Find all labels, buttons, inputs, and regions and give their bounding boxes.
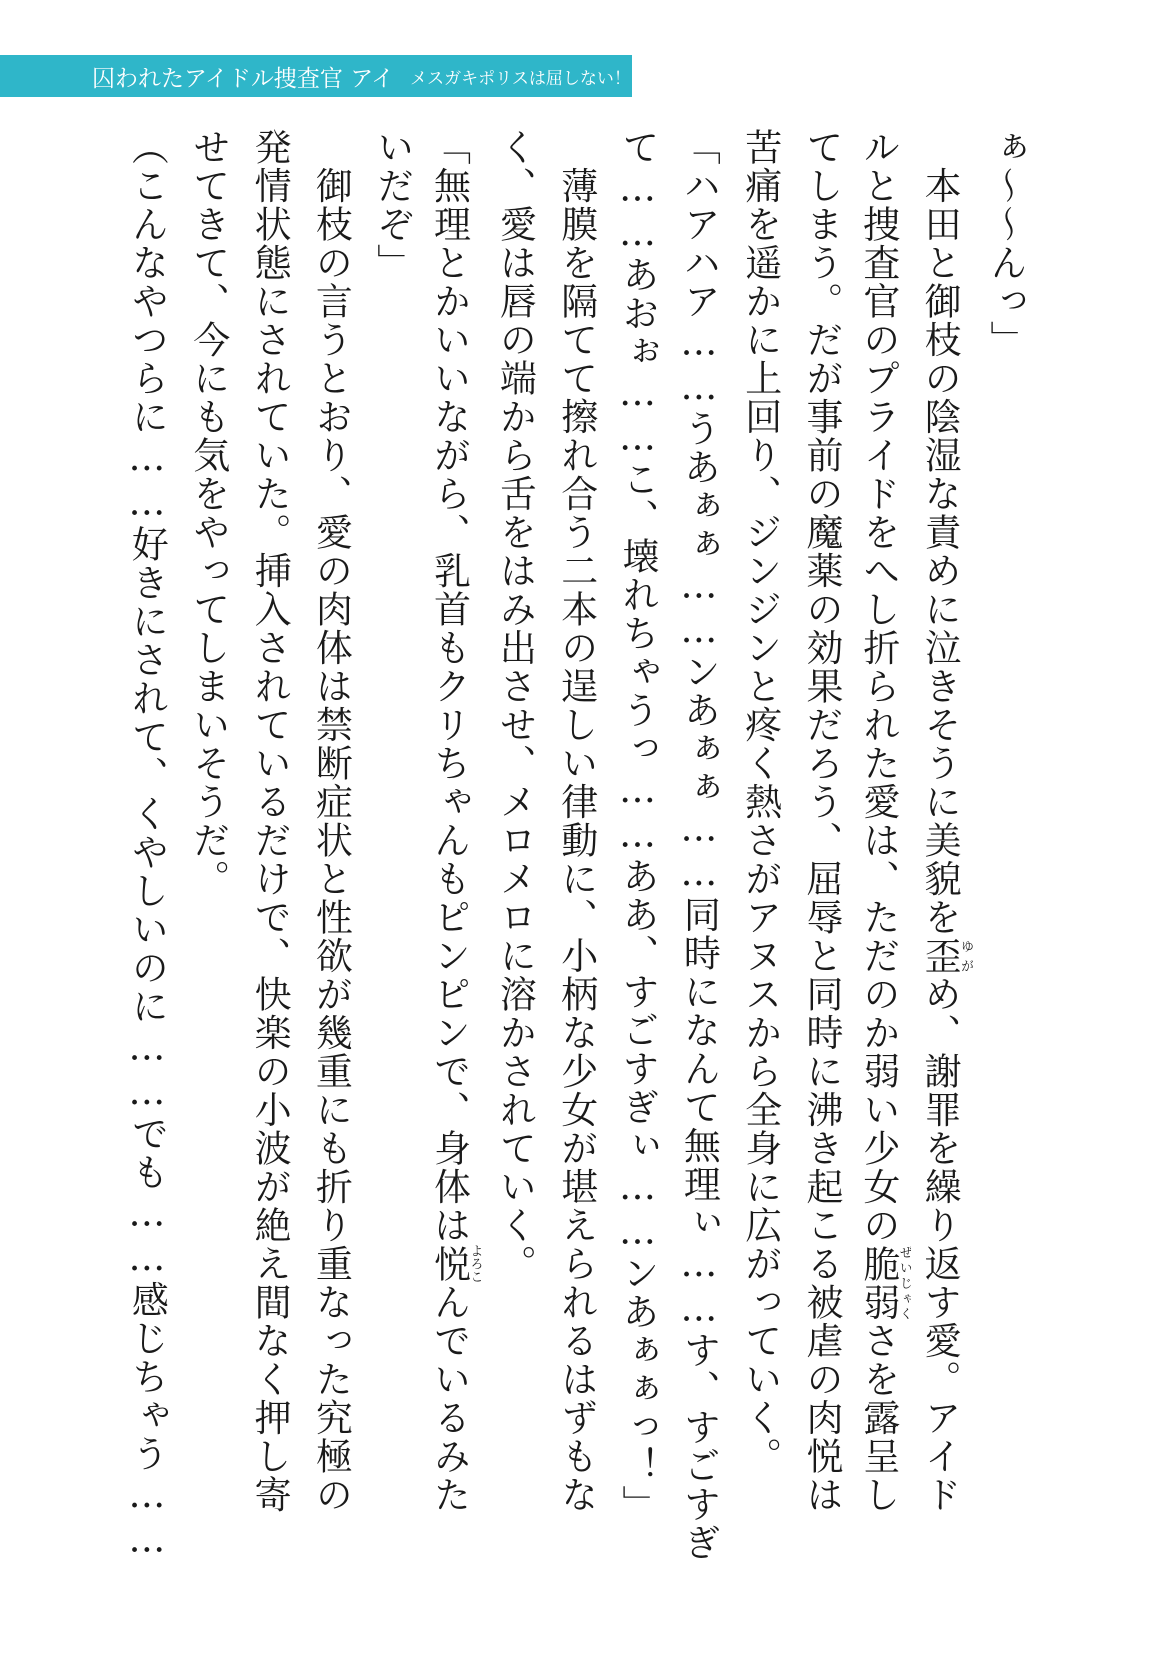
text-line: いだぞ」: [370, 128, 414, 282]
text-line: ルと捜査官のプライドをへし折られた愛は、ただのか弱い少女の脆弱ぜいじゃくさを露呈し: [856, 128, 912, 1514]
book-subtitle: メスガキポリスは屈しない！: [410, 68, 631, 89]
ruby-reading: ぜいじゃく: [896, 1244, 912, 1322]
text-line: 「無理とかいいながら、乳首もクリちゃんもピンピンで、身体は悦よろこんでいるみた: [427, 128, 483, 1514]
header-bar: [0, 55, 632, 97]
text-line: 発情状態にされていた。挿入されているだけで、快楽の小波が絶え間なく押し寄: [248, 128, 292, 1514]
text-line: 本田と御枝の陰湿な責めに泣きそうに美貌を歪ゆがめ、謝罪を繰り返す愛。アイド: [918, 128, 973, 1514]
text-line: て……あおぉ……こ、壊れちゃうっ……ああ、すごすぎぃ……ンあぁぁっ！」: [616, 128, 660, 1524]
text-line: ぁ〜〜んっ」: [984, 128, 1027, 359]
ruby-annotation: 歪ゆが: [918, 936, 973, 975]
ruby-annotation: 悦よろこ: [427, 1244, 483, 1284]
text-line: せてきて、今にも気をやってしまいそうだ。: [186, 128, 230, 898]
vertical-text-body: [114, 128, 1034, 1568]
text-line: く、愛は唇の端から舌をはみ出させ、メロメロに溶かされていく。: [493, 128, 537, 1283]
text-line: 「ハアハア……うあぁぁ……ンあぁぁ……同時になんて無理ぃ……す、すごすぎ: [677, 128, 721, 1562]
text-line: 苦痛を遥かに上回り、ジンジンと疼く熱さがアヌスから全身に広がっていく。: [738, 128, 782, 1476]
ruby-annotation: 脆弱ぜいじゃく: [856, 1244, 912, 1322]
text-line: 薄膜を隔てて擦れ合う二本の逞しい律動に、小柄な少女が堪えられるはずもな: [554, 128, 598, 1514]
ruby-reading: ゆが: [958, 936, 973, 975]
text-line: （こんなやつらに……好きにされて、くやしいのに……でも……感じちゃう……: [125, 128, 169, 1562]
text-line: 御枝の言うとおり、愛の肉体は禁断症状と性欲が幾重にも折り重なった究極の: [309, 128, 353, 1514]
book-title: 囚われたアイドル捜査官 アイ: [92, 65, 395, 92]
ruby-reading: よろこ: [467, 1244, 483, 1284]
text-line: てしまう。だが事前の魔薬の効果だろう、屈辱と同時に沸き起こる被虐の肉悦は: [800, 128, 844, 1514]
